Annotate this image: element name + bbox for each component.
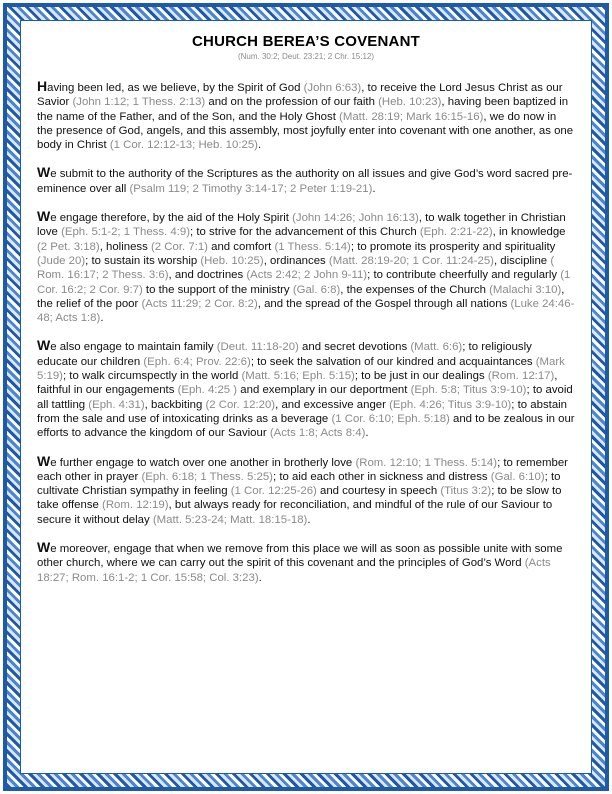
paragraph-text: e submit to the authority of the Scriptures as the authority on all issues and give God’s word sacred pre-eminence over all <box>37 168 573 195</box>
covenant-paragraph <box>37 540 575 585</box>
drop-cap: H <box>37 78 48 94</box>
scripture-reference: (Eph. 4:31) <box>88 398 145 411</box>
scripture-reference: (Jude 20) <box>37 254 86 267</box>
paragraph-text: ; to contribute cheerfully and regularly <box>367 269 561 282</box>
scripture-reference: ( Rom. 16:17; 2 Thess. 3:6) <box>37 254 555 282</box>
paragraph-text: , to walk together in Christian love <box>37 212 566 239</box>
page-title: CHURCH BEREA’S COVENANT <box>192 33 420 50</box>
scripture-reference: (2 Cor. 12:20) <box>205 398 276 411</box>
covenant-paragraph <box>37 454 575 527</box>
scripture-reference: (Rom. 12:19) <box>102 499 169 512</box>
scripture-reference: (Eph. 6:4; Prov. 22:6) <box>143 355 251 368</box>
scripture-reference: (1 Cor. 6:10; Eph. 5:18) <box>331 412 450 425</box>
paragraph-text: , but always ready for reconciliation, and mindful of the rule of our Saviour to secure it without delay <box>37 499 553 526</box>
drop-cap: W <box>37 452 51 469</box>
scripture-reference: (1 Cor. 12:12-13; Heb. 10:25) <box>109 139 258 152</box>
scripture-reference: (1 Cor. 12:25-26) <box>230 485 317 498</box>
scripture-reference: (Matt. 5:16; Eph. 5:15) <box>241 370 355 383</box>
paragraph-text: ; to sustain its worship <box>85 254 201 267</box>
paragraph-text: , in knowledge <box>492 226 566 239</box>
scripture-reference: (Acts 1:8; Acts 8:4) <box>269 427 366 440</box>
paragraph-text: and comfort <box>207 240 275 253</box>
scripture-reference: (Deut. 11:18-20) <box>216 341 299 354</box>
covenant-paragraphs <box>37 79 575 585</box>
paragraph-text: e further engage to watch over one another in brotherly love <box>50 456 356 469</box>
paragraph-text: aving been led, as we believe, by the Spirit of God <box>47 82 304 94</box>
paragraph-text: , discipline <box>493 254 551 267</box>
scripture-reference: (1 Thess. 5:14) <box>274 240 351 253</box>
scripture-reference: (Matt. 6:6) <box>410 341 463 354</box>
paragraph-text: , to receive the Lord Jesus Christ as our Savior <box>37 82 563 109</box>
scripture-reference: (Titus 3:2) <box>440 485 492 498</box>
title-references: (Num. 30:2; Deut. 23:21; 2 Chr. 15:12) <box>237 52 375 61</box>
paragraph-text: to the support of the ministry <box>142 283 293 296</box>
paragraph-text: , and excessive anger <box>275 398 390 411</box>
paragraph-text: ; to walk circumspectly in the world <box>62 370 242 383</box>
drop-cap: W <box>37 208 51 225</box>
covenant-paragraph <box>37 209 575 325</box>
paragraph-text: , holiness <box>99 240 151 253</box>
paragraph-text: . <box>100 312 104 325</box>
scripture-reference: (John 6:63) <box>303 82 362 94</box>
paragraph-text: , we do now in the presence of God, angels, and this assembly, most joyfully enter into covenant with one another, as one body in Christ <box>37 110 574 152</box>
drop-cap: W <box>37 539 51 556</box>
scripture-reference: (John 1:12; 1 Thess. 2:13) <box>72 96 206 109</box>
scripture-reference: (John 14:26; John 16:13) <box>292 212 419 225</box>
paragraph-text: ; to be slow to take offense <box>37 485 562 512</box>
paragraph-text: and exemplary in our deportment <box>237 384 411 397</box>
scripture-reference: (Eph. 4:26; Titus 3:9-10) <box>389 398 512 411</box>
paragraph-text: , backbiting <box>144 398 206 411</box>
scripture-reference: (1 Cor. 16:2; 2 Cor. 9:7) <box>37 269 571 296</box>
paragraph-text: . <box>365 427 369 440</box>
paragraph-text: , and doctrines <box>168 269 247 282</box>
paragraph-text: e also engage to maintain family <box>50 341 217 354</box>
paragraph-text: , the relief of the poor <box>37 283 565 310</box>
paragraph-text: . <box>372 182 376 195</box>
paragraph-text: ; to strive for the advancement of this Church <box>190 226 420 239</box>
paragraph-text: ; to seek the salvation of our kindred and acquaintances <box>250 355 536 368</box>
scripture-reference: (Eph. 2:21-22) <box>419 226 493 239</box>
paragraph-text: ; to abstain from the sale and use of intoxicating drinks as a beverage <box>37 398 568 425</box>
scripture-reference: (Gal. 6:10) <box>490 470 545 483</box>
scripture-reference: (Eph. 6:18; 1 Thess. 5:25) <box>141 470 273 483</box>
paragraph-text: ; to remember each other in prayer <box>37 456 568 483</box>
paragraph-text: . <box>258 571 262 584</box>
paragraph-text: , and the spread of the Gospel through all nations <box>257 297 511 310</box>
covenant-paragraph <box>37 79 575 152</box>
scripture-reference: (Mark 5:19) <box>37 355 565 383</box>
scripture-reference: (Rom. 12:17) <box>487 370 555 383</box>
paragraph-text: ; to avoid all tattling <box>37 384 573 411</box>
paragraph-text: , faithful in our engagements <box>37 370 558 397</box>
paragraph-text: . <box>307 513 311 526</box>
paragraph-text: e moreover, engage that when we remove from this place we will as soon as possible unite with some other church, where we can carry out the spirit of this covenant and the principles of God’s Word <box>37 543 563 570</box>
paragraph-text: , ordinances <box>263 254 329 267</box>
scripture-reference: (Heb. 10:23) <box>378 96 442 109</box>
drop-cap: W <box>37 337 51 354</box>
paragraph-text: . <box>257 139 262 152</box>
paragraph-text: ; to be just in our dealings <box>354 370 488 383</box>
paragraph-text: and courtesy in speech <box>316 485 441 498</box>
paragraph-text: e engage therefore, by the aid of the Holy Spirit <box>50 212 293 225</box>
paragraph-text: ; to aid each other in sickness and distress <box>272 470 491 483</box>
paragraph-text: ; to promote its prosperity and spirituality <box>350 240 556 253</box>
paragraph-text: ; to cultivate Christian sympathy in feeling <box>37 470 561 498</box>
paragraph-text: , having been baptized in the name of the Father, and of the Son, and the Holy Ghost <box>37 96 569 123</box>
document-body <box>37 33 575 598</box>
scripture-reference: (Eph. 4:25 ) <box>177 384 238 397</box>
paragraph-text: and on the profession of our faith <box>205 96 379 109</box>
paragraph-text: , the expenses of the Church <box>340 283 490 296</box>
scripture-reference: (2 Cor. 7:1) <box>150 240 208 253</box>
scripture-reference: (Rom. 12:10; 1 Thess. 5:14) <box>355 456 498 469</box>
scripture-reference: (Acts 18:27; Rom. 16:1-2; 1 Cor. 15:58; Col. 3:23) <box>37 557 551 584</box>
covenant-paragraph <box>37 338 575 440</box>
scripture-reference: (Acts 11:29; 2 Cor. 8:2) <box>141 297 258 310</box>
scripture-reference: (Heb. 10:25) <box>200 254 264 267</box>
paragraph-text: and to be zealous in our efforts to advance the kingdom of our Saviour <box>37 412 575 440</box>
scripture-reference: (Luke 24:46-48; Acts 1:8) <box>37 297 575 325</box>
scripture-reference: (Eph. 5:1-2; 1 Thess. 4:9) <box>61 226 191 239</box>
scripture-reference: (Matt. 5:23-24; Matt. 18:15-18) <box>152 513 308 526</box>
covenant-paragraph <box>37 165 575 196</box>
scripture-reference: (2 Pet. 3:18) <box>37 240 100 253</box>
scripture-reference: (Psalm 119; 2 Timothy 3:14-17; 2 Peter 1:19-21) <box>129 182 373 195</box>
paragraph-text: and secret devotions <box>298 341 411 354</box>
scripture-reference: (Matt. 28:19; Mark 16:15-16) <box>339 110 484 123</box>
drop-cap: W <box>37 164 51 181</box>
paragraph-text: ; to religiously educate our children <box>37 341 532 368</box>
scripture-reference: (Gal. 6:8) <box>292 283 341 296</box>
scripture-reference: (Matt. 28:19-20; 1 Cor. 11:24-25) <box>328 254 494 267</box>
scripture-reference: (Acts 2:42; 2 John 9-11) <box>246 269 368 282</box>
scripture-reference: (Eph. 5:8; Titus 3:9-10) <box>410 384 527 397</box>
scripture-reference: (Malachi 3:10) <box>489 283 562 296</box>
